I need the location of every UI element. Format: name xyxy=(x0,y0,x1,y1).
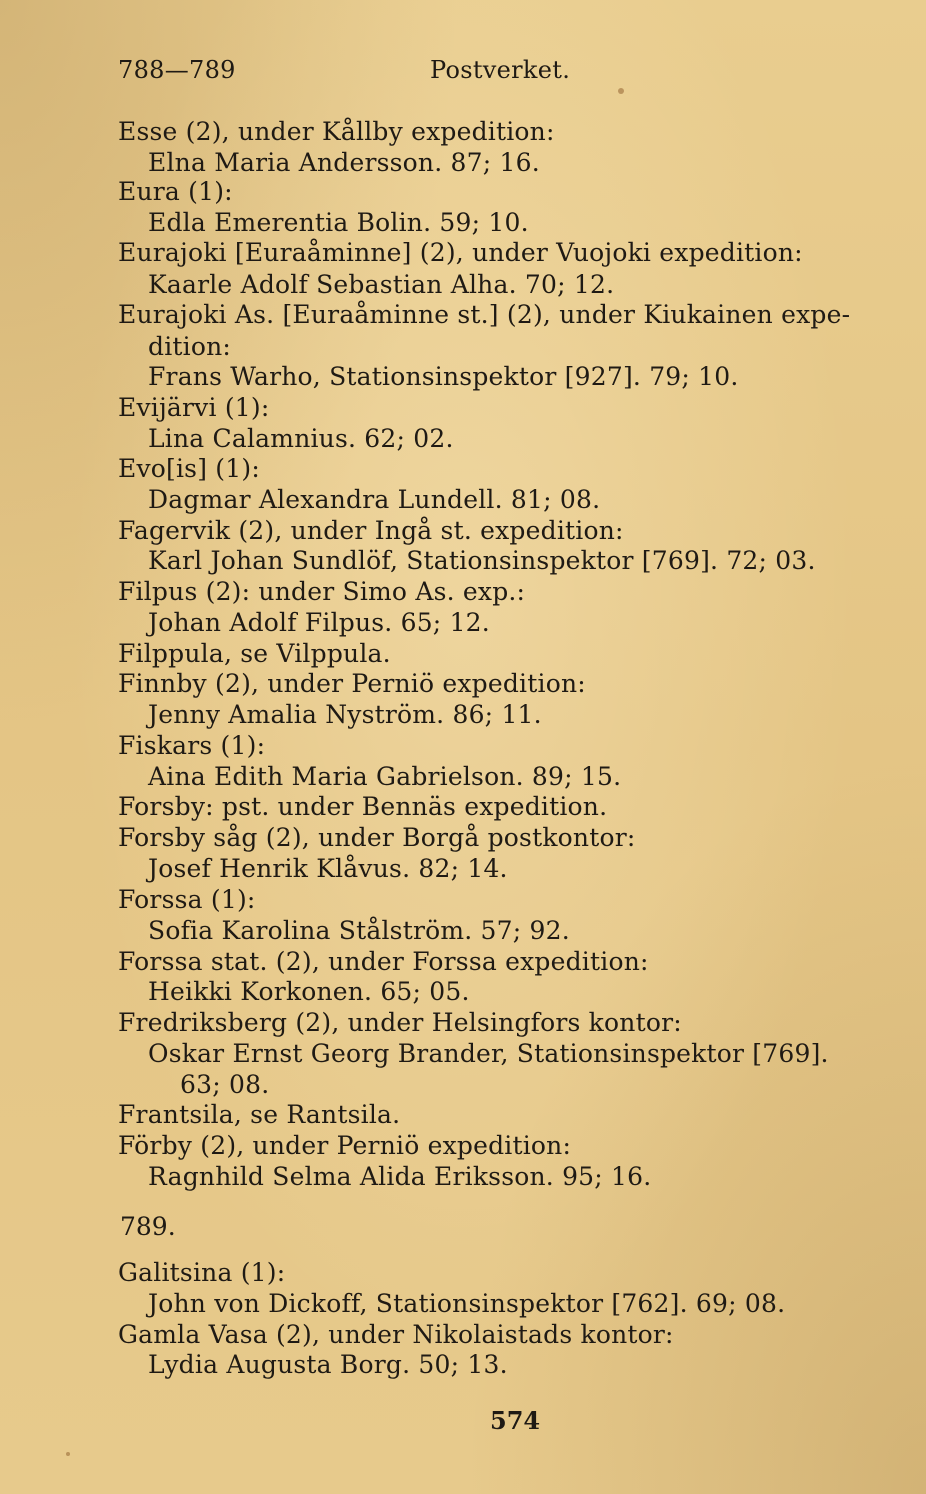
entry-line: Elna Maria Andersson. 87; 16. xyxy=(148,148,540,177)
entry-line: Edla Emerentia Bolin. 59; 10. xyxy=(148,208,529,237)
entry-line: Evo[is] (1): xyxy=(118,454,260,483)
entry-line: Forssa stat. (2), under Forssa expedition: xyxy=(118,947,649,976)
entry-line: Forsby: pst. under Bennäs expedition. xyxy=(118,792,608,821)
entry-line: Johan Adolf Filpus. 65; 12. xyxy=(148,608,490,637)
entry-line: Ragnhild Selma Alida Eriksson. 95; 16. xyxy=(148,1162,652,1191)
page-range: 788—789 xyxy=(118,56,236,84)
page-number: 574 xyxy=(490,1406,541,1435)
entry-line: dition: xyxy=(148,332,232,361)
entry-line: Fredriksberg (2), under Helsingfors kontor: xyxy=(118,1008,682,1037)
paper-speck xyxy=(66,1452,70,1456)
entry-line: Esse (2), under Kållby expedition: xyxy=(118,117,555,146)
entry-line: Eurajoki [Euraåminne] (2), under Vuojoki expedition: xyxy=(118,238,803,267)
entry-line: Dagmar Alexandra Lundell. 81; 08. xyxy=(148,485,601,514)
entry-line: Eura (1): xyxy=(118,177,233,206)
entry-line: Heikki Korkonen. 65; 05. xyxy=(148,977,470,1006)
entry-line: Josef Henrik Klåvus. 82; 14. xyxy=(148,854,508,883)
entry-line: Karl Johan Sundlöf, Stationsinspektor [769]. 72; 03. xyxy=(148,546,816,575)
entry-line: Finnby (2), under Perniö expedition: xyxy=(118,669,586,698)
entry-line: Frantsila, se Rantsila. xyxy=(118,1100,401,1129)
entry-line: Forsby såg (2), under Borgå postkontor: xyxy=(118,823,636,852)
entry-line: Kaarle Adolf Sebastian Alha. 70; 12. xyxy=(148,270,615,299)
entry-line: Lina Calamnius. 62; 02. xyxy=(148,424,454,453)
section-number: 789. xyxy=(120,1212,176,1241)
entry-line: Evijärvi (1): xyxy=(118,393,270,422)
entry-line: Frans Warho, Stationsinspektor [927]. 79; 10. xyxy=(148,362,739,391)
paper-speck xyxy=(618,88,624,94)
entry-line: Filpus (2): under Simo As. exp.: xyxy=(118,577,526,606)
entry-line: Förby (2), under Perniö expedition: xyxy=(118,1131,572,1160)
entry-line: Aina Edith Maria Gabrielson. 89; 15. xyxy=(148,762,622,791)
entry-line: Filppula, se Vilppula. xyxy=(118,639,391,668)
entry-line: Jenny Amalia Nyström. 86; 11. xyxy=(148,700,542,729)
page-header xyxy=(118,56,818,96)
entry-line: Lydia Augusta Borg. 50; 13. xyxy=(148,1350,508,1379)
entry-line: Fiskars (1): xyxy=(118,731,266,760)
entry-line: Galitsina (1): xyxy=(118,1258,286,1287)
entry-line: 63; 08. xyxy=(180,1070,270,1099)
entry-line: Oskar Ernst Georg Brander, Stationsinspektor [769]. xyxy=(148,1039,829,1068)
entry-line: Gamla Vasa (2), under Nikolaistads kontor: xyxy=(118,1320,674,1349)
running-title: Postverket. xyxy=(430,56,571,84)
entry-line: Eurajoki As. [Euraåminne st.] (2), under Kiukainen expe- xyxy=(118,300,851,329)
entry-line: Forssa (1): xyxy=(118,885,256,914)
entry-line: Sofia Karolina Stålström. 57; 92. xyxy=(148,916,570,945)
entry-line: John von Dickoff, Stationsinspektor [762]. 69; 08. xyxy=(148,1289,786,1318)
entry-line: Fagervik (2), under Ingå st. expedition: xyxy=(118,516,624,545)
